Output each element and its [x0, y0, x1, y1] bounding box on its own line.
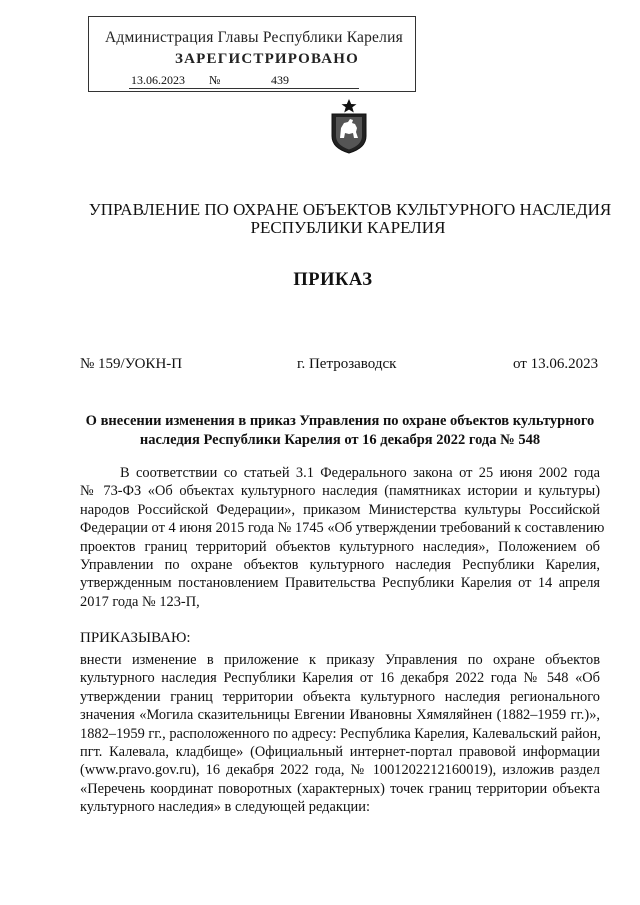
stamp-registration-line: [129, 73, 359, 89]
order-date: от 13.06.2023: [513, 356, 599, 372]
order-directive: ПРИКАЗЫВАЮ:: [80, 630, 191, 646]
agency-name-line1: УПРАВЛЕНИЕ ПО ОХРАНЕ ОБЪЕКТОВ КУЛЬТУРНОГО НАСЛЕДИЯ: [88, 200, 612, 219]
order-number: № 159/УОКН-П: [80, 356, 183, 372]
karelia-coat-of-arms-icon: [327, 98, 371, 154]
preamble-paragraph: [80, 464, 605, 611]
text-line: утвержденным постановлением Правительства Республики Карелия от 14 апреля: [80, 575, 600, 592]
text-line: «Перечень координат поворотных (характерных) точек границ территории объекта: [80, 780, 600, 797]
stamp-authority: Администрация Главы Республики Карелия: [105, 29, 403, 46]
stamp-date: 13.06.2023: [131, 73, 185, 87]
stamp-registered: ЗАРЕГИСТРИРОВАНО: [175, 51, 359, 67]
stamp-number-label: №: [209, 73, 221, 87]
text-line: № 73-ФЗ «Об объектах культурного наследия (памятниках истории и культуры): [80, 483, 600, 500]
text-line: 2017 года № 123-П,: [80, 593, 200, 610]
text-line: проектов границ территорий объектов культурного наследия», Положением об: [80, 538, 600, 555]
text-line: культурного наследия Республики Карелия от 16 декабря 2022 года № 548 «Об: [80, 670, 600, 687]
registration-stamp: [88, 16, 416, 92]
text-line: утверждении границ территории объекта культурного наследия регионального: [80, 688, 600, 705]
order-city: г. Петрозаводск: [297, 356, 397, 372]
agency-name-line2: РЕСПУБЛИКИ КАРЕЛИЯ: [250, 218, 446, 237]
text-line: (www.pravo.gov.ru), 16 декабря 2022 года, № 1001202212160019), изложив раздел: [80, 762, 600, 779]
body-paragraph: [80, 651, 600, 817]
text-line: значения «Могила сказительницы Евгении Ивановны Хямяляйнен (1882–1959 гг.)»,: [80, 707, 600, 724]
text-line: Федерации от 4 июня 2015 года № 1745 «Об утверждении требований к составлению: [80, 520, 605, 537]
text-line: В соответствии со статьей 3.1 Федерального закона от 25 июня 2002 года: [120, 465, 600, 481]
text-line: пгт. Калевала, кладбище» (Официальный интернет-портал правовой информации: [80, 743, 600, 760]
text-line: культурного наследия» в следующей редакции:: [80, 799, 370, 816]
text-line: народов Российской Федерации», приказом Министерства культуры Российской: [80, 501, 600, 518]
stamp-number: 439: [271, 73, 289, 87]
subject-line1: О внесении изменения в приказ Управления по охране объектов культурного: [85, 413, 595, 429]
text-line: внести изменение в приложение к приказу Управления по охране объектов: [80, 652, 600, 668]
document-type: ПРИКАЗ: [293, 270, 373, 290]
subject-line2: наследия Республики Карелия от 16 декабря 2022 года № 548: [139, 432, 541, 448]
text-line: Управлении по охране объектов культурного наследия Республики Карелия,: [80, 556, 600, 573]
text-line: 1882–1959 гг., расположенного по адресу: Республика Карелия, Калевальский район,: [80, 725, 601, 742]
